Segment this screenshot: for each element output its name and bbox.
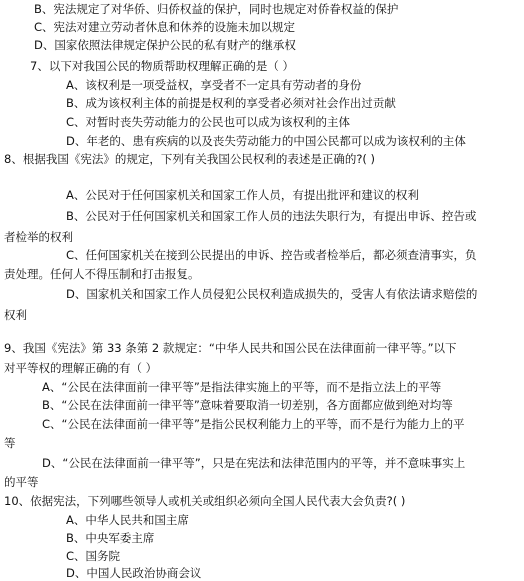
q9-stem-line2: 对平等权的理解正确的有（ ） [4,361,158,375]
q6-option-b: B、宪法规定了对华侨、归侨权益的保护，同时也规定对侨眷权益的保护 [34,2,399,16]
q10-option-c: C、国务院 [66,549,121,563]
q8-stem: 8、根据我国《宪法》的规定，下列有关我国公民权利的表述是正确的?( ) [4,152,376,166]
q6-option-c: C、宪法对建立劳动者休息和休养的设施未加以规定 [34,20,296,34]
q9-stem-line1: 9、我国《宪法》第 33 条第 2 款规定：“中华人民共和国公民在法律面前一律平等。”以下 [4,341,457,355]
q8-option-b-line2: 者检举的权利 [4,230,73,244]
q6-option-d: D、国家依照法律规定保护公民的私有财产的继承权 [34,38,296,52]
q10-stem: 10、依据宪法，下列哪些领导人或机关或组织必须向全国人民代表大会负责?( ) [4,494,406,508]
q7-option-c: C、对暂时丧失劳动能力的公民也可以成为该权利的主体 [66,115,351,129]
q7-option-d: D、年老的、患有疾病的以及丧失劳动能力的中国公民都可以成为该权利的主体 [66,134,466,148]
q9-option-a: A、“公民在法律面前一律平等”是指法律实施上的平等，而不是指立法上的平等 [42,380,442,394]
q7-option-a: A、该权利是一项受益权，享受者不一定具有劳动者的身份 [66,78,362,92]
q8-option-c-line1: C、任何国家机关在接到公民提出的申诉、控告或者检举后，都必须查清事实，负 [66,248,477,262]
q8-option-a: A、公民对于任何国家机关和国家工作人员，有提出批评和建议的权利 [66,188,419,202]
q8-option-d-line1: D、国家机关和国家工作人员侵犯公民权利造成损失的，受害人有依法请求赔偿的 [66,287,478,301]
q9-option-d-line1: D、“公民在法律面前一律平等”，只是在宪法和法律范围内的平等，并不意味事实上 [42,456,466,470]
q7-option-b: B、成为该权利主体的前提是权利的享受者必须对社会作出过贡献 [66,96,396,110]
q10-option-b: B、中央军委主席 [66,531,155,545]
q10-option-a: A、中华人民共和国主席 [66,513,189,527]
q8-option-c-line2: 责处理。任何人不得压制和打击报复。 [4,267,200,281]
q7-stem: 7、以下对我国公民的物质帮助权理解正确的是（ ） [30,59,294,73]
q10-option-d: D、中国人民政治协商会议 [66,566,202,580]
q9-option-d-line2: 的平等 [4,475,39,489]
q9-option-c-line2: 等 [4,436,16,450]
q9-option-b: B、“公民在法律面前一律平等”意味着要取消一切差别，各方面都应做到绝对均等 [42,398,453,412]
q8-option-b-line1: B、公民对于任何国家机关和国家工作人员的违法失职行为，有提出申诉、控告或 [66,209,477,223]
q9-option-c-line1: C、“公民在法律面前一律平等”是指公民权利能力上的平等，而不是行为能力上的平 [42,417,465,431]
q8-option-d-line2: 权利 [4,308,27,322]
